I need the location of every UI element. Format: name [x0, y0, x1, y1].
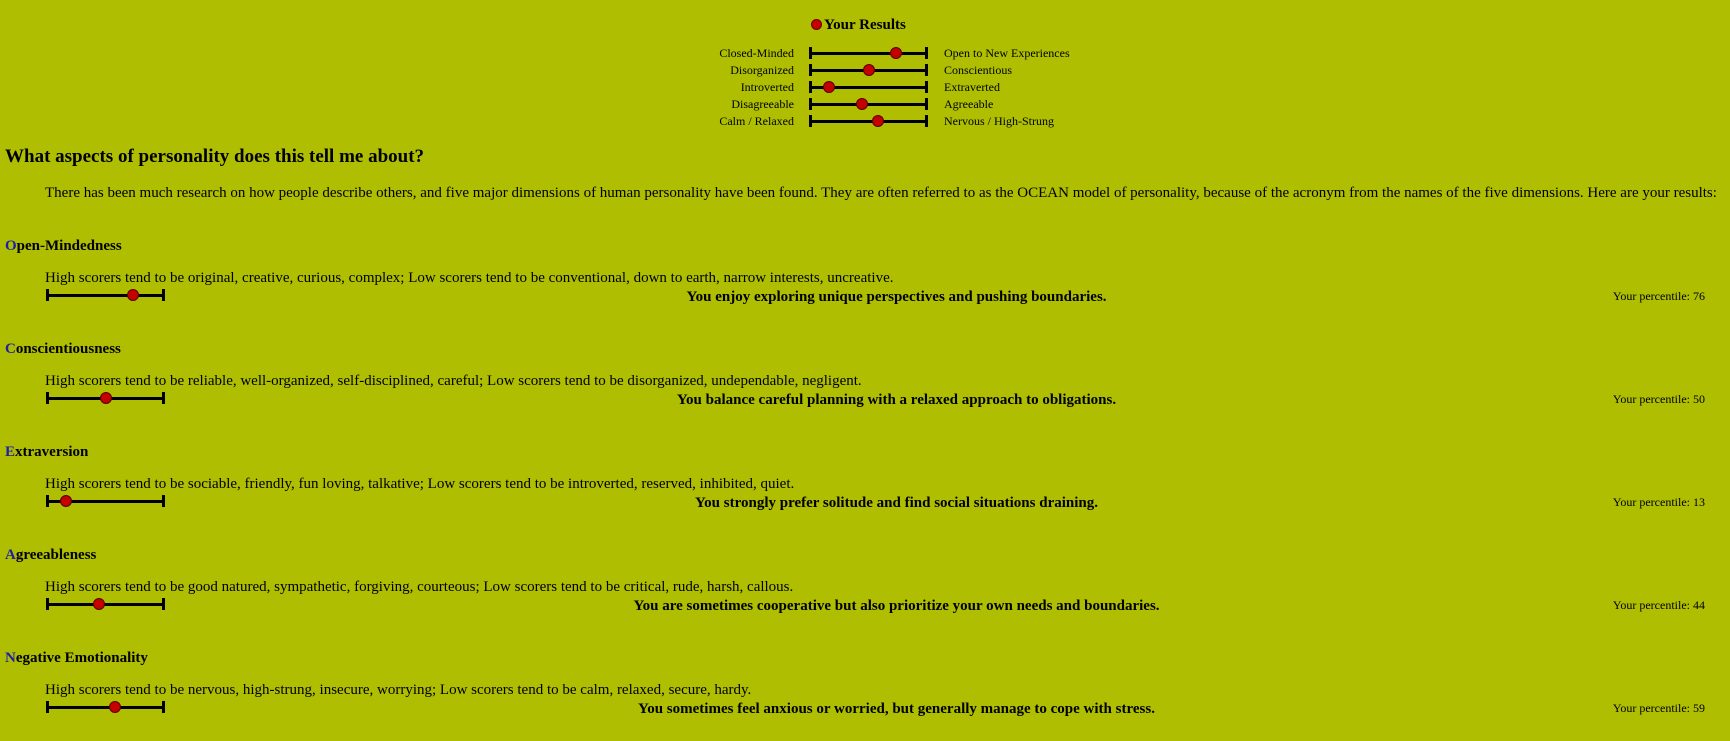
- summary-title-text: Your Results: [824, 17, 906, 33]
- intro-paragraph: There has been much research on how people describe others, and five major dimensions of human personality have been found. They are often referred to as the OCEAN model of personality, because of the acronym from the names of the five dimensions. Here are your results:: [45, 185, 1717, 201]
- dimension-verdict: You are sometimes cooperative but also prioritize your own needs and boundaries.: [633, 598, 1160, 614]
- dimension-initial: C: [5, 341, 16, 357]
- result-dot-icon: [811, 19, 822, 30]
- summary-left-label: Introverted: [740, 80, 794, 94]
- scale-line: [809, 52, 928, 55]
- scale-marker: [863, 64, 875, 76]
- summary-right-label: Agreeable: [944, 97, 994, 111]
- dimension-title: [5, 648, 148, 668]
- dimension-percentile: Your percentile: 76: [1612, 289, 1705, 303]
- summary-left-label: Disorganized: [730, 63, 794, 77]
- summary-left-label: Closed-Minded: [719, 46, 794, 60]
- dimension-initial: E: [5, 444, 16, 460]
- dimension-agreeableness: [0, 545, 1730, 645]
- dimension-percentile: Your percentile: 50: [1612, 392, 1705, 406]
- summary-right-label: Nervous / High-Strung: [944, 114, 1054, 128]
- summary-scale-conscientiousness: [809, 64, 928, 76]
- scale-cap-left: [809, 98, 812, 110]
- dimension-conscientiousness: [0, 339, 1730, 439]
- scale-cap-left: [809, 115, 812, 127]
- summary-row-extraversion: [0, 79, 1730, 96]
- dimension-percentile: Your percentile: 44: [1612, 598, 1705, 612]
- dimension-description: High scorers tend to be good natured, sympathetic, forgiving, courteous; Low scorers tend to be critical, rude, harsh, callous.: [45, 579, 794, 595]
- scale-cap-right: [925, 98, 928, 110]
- summary-row-conscientiousness: [0, 62, 1730, 79]
- dimension-title-rest: xtraversion: [15, 444, 89, 460]
- scale-cap-right: [925, 81, 928, 93]
- dimension-verdict: You strongly prefer solitude and find social situations draining.: [695, 495, 1098, 511]
- summary-left-label: Disagreeable: [731, 97, 794, 111]
- summary-scale-openness: [809, 47, 928, 59]
- dimension-openness: [0, 236, 1730, 336]
- dimension-title: [5, 442, 88, 462]
- scale-cap-left: [809, 47, 812, 59]
- summary-scale-agreeableness: [809, 98, 928, 110]
- scale-cap-right: [925, 115, 928, 127]
- dimension-percentile: Your percentile: 13: [1612, 495, 1705, 509]
- scale-marker: [823, 81, 835, 93]
- scale-cap-right: [925, 64, 928, 76]
- summary-title: [811, 15, 906, 35]
- dimension-title: [5, 545, 96, 565]
- page-heading: What aspects of personality does this tell me about?: [5, 146, 425, 167]
- dimension-description: High scorers tend to be nervous, high-strung, insecure, worrying; Low scorers tend to be calm, relaxed, secure, hardy.: [45, 682, 752, 698]
- dimension-initial: O: [5, 238, 17, 254]
- scale-cap-right: [925, 47, 928, 59]
- dimension-description: High scorers tend to be reliable, well-organized, self-disciplined, careful; Low scorers tend to be disorganized, undependable, negligent.: [45, 373, 862, 389]
- scale-line: [809, 120, 928, 123]
- dimension-title-rest: greeableness: [15, 547, 97, 563]
- dimension-verdict: You enjoy exploring unique perspectives and pushing boundaries.: [686, 289, 1107, 305]
- scale-cap-left: [809, 81, 812, 93]
- dimension-title-rest: onscientiousness: [15, 341, 121, 357]
- dimension-title: [5, 236, 122, 256]
- dimension-initial: N: [5, 650, 16, 666]
- scale-cap-left: [809, 64, 812, 76]
- summary-row-agreeableness: [0, 96, 1730, 113]
- summary-scale-extraversion: [809, 81, 928, 93]
- scale-marker: [856, 98, 868, 110]
- dimension-description: High scorers tend to be sociable, friendly, fun loving, talkative; Low scorers tend to be introverted, reserved, inhibited, quiet.: [45, 476, 795, 492]
- scale-marker: [890, 47, 902, 59]
- dimension-description: High scorers tend to be original, creative, curious, complex; Low scorers tend to be conventional, down to earth, narrow interests, uncreative.: [45, 270, 894, 286]
- summary-left-label: Calm / Relaxed: [719, 114, 794, 128]
- dimension-title: [5, 339, 121, 359]
- dimension-negative-emotionality: [0, 648, 1730, 741]
- dimension-initial: A: [5, 547, 16, 563]
- dimension-title-rest: pen-Mindedness: [16, 238, 122, 254]
- summary-right-label: Conscientious: [944, 63, 1012, 77]
- summary-scale-negative-emotionality: [809, 115, 928, 127]
- dimension-verdict: You sometimes feel anxious or worried, but generally manage to cope with stress.: [638, 701, 1155, 717]
- dimension-title-rest: egative Emotionality: [15, 650, 148, 666]
- dimension-extraversion: [0, 442, 1730, 542]
- scale-line: [809, 103, 928, 106]
- summary-row-negative-emotionality: [0, 113, 1730, 130]
- summary-right-label: Extraverted: [944, 80, 1000, 94]
- dimension-verdict: You balance careful planning with a relaxed approach to obligations.: [676, 392, 1117, 408]
- dimension-percentile: Your percentile: 59: [1612, 701, 1705, 715]
- summary-row-openness: [0, 45, 1730, 62]
- scale-marker: [872, 115, 884, 127]
- summary-right-label: Open to New Experiences: [944, 46, 1070, 60]
